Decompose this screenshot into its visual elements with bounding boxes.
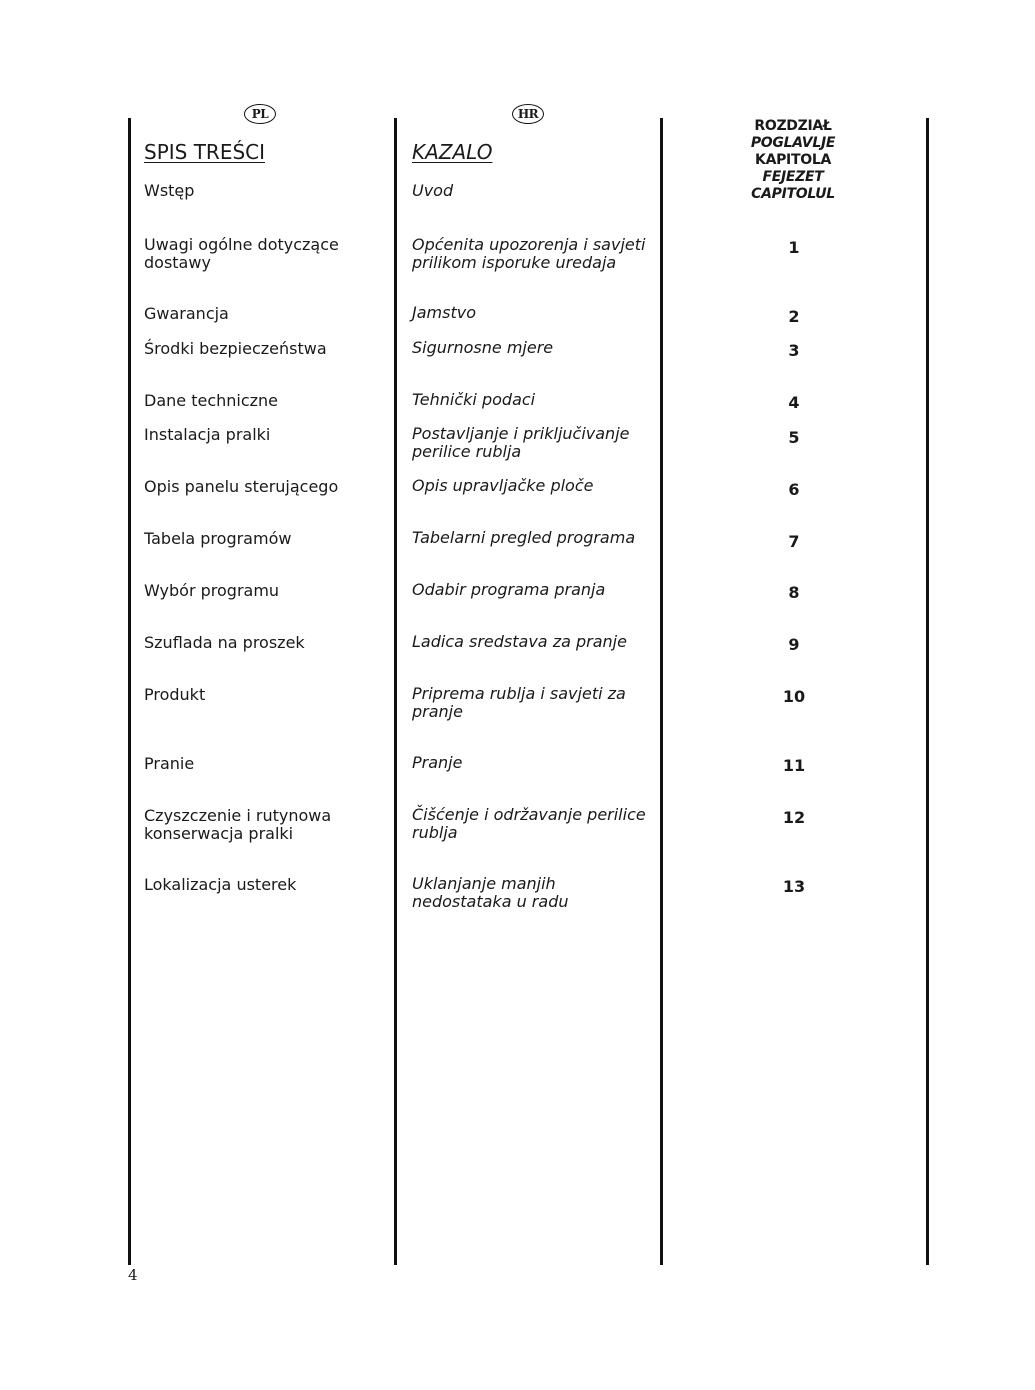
toc-entry-pl: Pranie — [144, 754, 195, 773]
toc-entry-hr: Uklanjanje manjih nedostataka u radu — [412, 874, 569, 911]
toc-chapter-number: 6 — [788, 480, 800, 499]
toc-entry-hr: Priprema rublja i savjeti za pranje — [412, 684, 626, 721]
pl-language-badge: PL — [244, 104, 276, 124]
column-rule-right — [926, 118, 929, 1265]
toc-entry-hr: Pranje — [412, 753, 463, 772]
toc-entry-hr: Općenita upozorenja i savjeti prilikom isporuke uredaja — [412, 235, 646, 272]
toc-entry-pl: Tabela programów — [144, 529, 292, 548]
toc-chapter-number: 3 — [788, 341, 800, 360]
toc-entry-pl: Opis panelu sterującego — [144, 477, 339, 496]
chapter-label-ro: CAPITOLUL — [751, 186, 835, 202]
toc-entry-hr: Čišćenje i održavanje perilice rublja — [412, 805, 646, 842]
toc-entry-hr: Tabelarni pregled programa — [412, 528, 636, 547]
toc-entry-hr: Tehnički podaci — [412, 390, 536, 409]
chapter-label-cz: KAPITOLA — [755, 152, 831, 168]
toc-entry-pl: Wstęp — [144, 181, 195, 200]
toc-entry-hr: Sigurnosne mjere — [412, 338, 554, 357]
toc-entry-pl: Środki bezpieczeństwa — [144, 339, 327, 358]
page-number: 4 — [128, 1266, 138, 1284]
hr-heading: KAZALO — [412, 140, 493, 164]
toc-entry-hr: Postavljanje i priključivanje perilice rublja — [412, 424, 630, 461]
chapter-column-heading — [730, 118, 856, 203]
toc-chapter-number: 10 — [782, 687, 806, 706]
toc-entry-hr: Uvod — [412, 181, 454, 200]
toc-entry-pl: Produkt — [144, 685, 206, 704]
toc-entry-pl: Gwarancja — [144, 304, 229, 323]
toc-chapter-number: 4 — [788, 393, 800, 412]
column-rule-left — [128, 118, 131, 1265]
toc-entry-pl: Wybór programu — [144, 581, 280, 600]
toc-entry-pl: Uwagi ogólne dotyczące dostawy — [144, 235, 339, 272]
toc-chapter-number: 8 — [788, 583, 800, 602]
toc-entry-pl: Szuflada na proszek — [144, 633, 305, 652]
toc-entry-pl: Dane techniczne — [144, 391, 279, 410]
toc-entry-hr: Opis upravljačke ploče — [412, 476, 594, 495]
toc-entry-pl: Lokalizacja usterek — [144, 875, 297, 894]
toc-chapter-number: 2 — [788, 307, 800, 326]
toc-chapter-number: 1 — [788, 238, 800, 257]
column-rule-hr-chapter — [660, 118, 663, 1265]
hr-language-badge: HR — [512, 104, 544, 124]
toc-entry-hr: Odabir programa pranja — [412, 580, 606, 599]
column-rule-pl-hr — [394, 118, 397, 1265]
toc-entry-hr: Jamstvo — [412, 303, 476, 322]
toc-entry-hr: Ladica sredstava za pranje — [412, 632, 627, 651]
toc-chapter-number: 13 — [782, 877, 806, 896]
toc-entry-pl: Instalacja pralki — [144, 425, 271, 444]
toc-chapter-number: 11 — [782, 756, 806, 775]
pl-heading: SPIS TREŚCI — [144, 140, 266, 164]
chapter-label-pl: ROZDZIAŁ — [754, 118, 832, 134]
toc-chapter-number: 9 — [788, 635, 800, 654]
toc-chapter-number: 7 — [788, 532, 800, 551]
toc-chapter-number: 12 — [782, 808, 806, 827]
toc-entry-pl: Czyszczenie i rutynowa konserwacja pralki — [144, 806, 332, 843]
chapter-label-hr: POGLAVLJE — [750, 135, 836, 151]
toc-chapter-number: 5 — [788, 428, 800, 447]
chapter-label-hu: FEJEZET — [762, 169, 824, 185]
